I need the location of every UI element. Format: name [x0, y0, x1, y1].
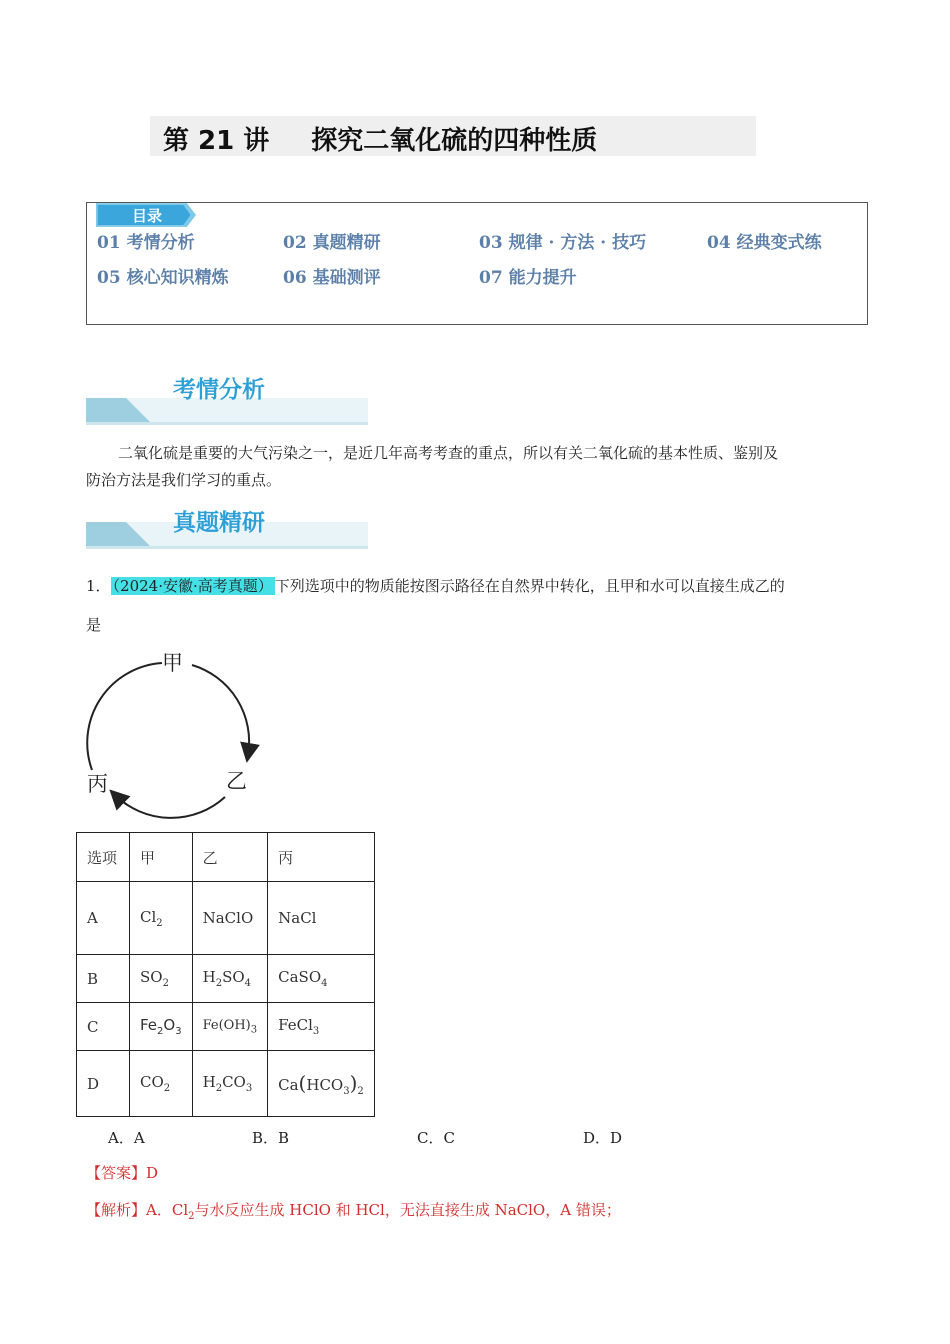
row-option: C	[77, 1003, 130, 1051]
table-row	[77, 1003, 375, 1051]
answer-label: 【答案】	[86, 1164, 147, 1182]
cycle-label-bing: 丙	[87, 772, 108, 796]
table-row	[77, 882, 375, 955]
cell-bing: $Ca(HCO_3)_2$	[268, 1051, 375, 1117]
answer-value: D	[146, 1164, 159, 1182]
arc-yi-to-bing	[115, 795, 225, 818]
cell-jia: $SO_2$	[130, 955, 193, 1003]
question-line-1	[86, 573, 876, 600]
toc-item-basic-test[interactable]: 06 基础测评	[283, 268, 381, 288]
analysis-label: 【解析】	[86, 1201, 147, 1219]
question-text: 下列选项中的物质能按图示路径在自然界中转化，且甲和水可以直接生成乙的	[274, 577, 785, 595]
header-bing: 丙	[268, 833, 375, 882]
analysis-paragraph	[86, 440, 876, 494]
cell-yi: $H_2CO_3$	[192, 1051, 268, 1117]
question-number: 1．	[86, 577, 111, 595]
toc-item-methods[interactable]: 03 规律 · 方法 · 技巧	[479, 233, 647, 253]
table-header-row	[77, 833, 375, 882]
section-title-research: 真题精研	[173, 510, 265, 536]
row-option: D	[77, 1051, 130, 1117]
cycle-label-jia: 甲	[162, 651, 183, 675]
choice-c[interactable]: C．C	[417, 1129, 455, 1147]
analysis-line-2: 防治方法是我们学习的重点。	[86, 471, 282, 489]
answer-line	[86, 1162, 158, 1183]
choice-a[interactable]: A．A	[108, 1129, 145, 1147]
row-option: A	[77, 882, 130, 955]
cell-jia: $Cl_2$	[130, 882, 193, 955]
toc-tag-label: 目录	[132, 207, 163, 225]
question-line-2: 是	[86, 616, 102, 634]
cell-bing: FeCl$_3$	[268, 1003, 375, 1051]
cell-yi: $H_2SO_4$	[192, 955, 268, 1003]
header-yi: 乙	[192, 833, 268, 882]
cycle-label-yi: 乙	[226, 769, 247, 793]
cell-yi: NaClO	[192, 882, 268, 955]
lecture-name: 探究二氧化硫的四种性质	[311, 126, 598, 156]
header-option: 选项	[77, 833, 130, 882]
header-jia: 甲	[130, 833, 193, 882]
section-title-analysis: 考情分析	[173, 377, 265, 403]
choice-b[interactable]: B．B	[252, 1129, 290, 1147]
analysis-text-line: 【解析】A．$Cl_2$与水反应生成 HClO 和 HCl，无法直接生成 NaClO，A 错误；	[86, 1201, 621, 1222]
cell-jia: $Fe_2O_3$	[130, 1003, 193, 1051]
toc-item-research[interactable]: 02 真题精研	[283, 233, 381, 253]
analysis-line-1: 二氧化硫是重要的大气污染之一，是近几年高考考查的重点，所以有关二氧化硫的基本性质、鉴别及	[118, 444, 779, 462]
cell-bing: CaSO$_4$	[268, 955, 375, 1003]
question-source-tag: （2024·安徽·高考真题）	[112, 577, 273, 595]
row-option: B	[77, 955, 130, 1003]
cell-yi: $Fe(OH)_3$	[192, 1003, 268, 1051]
analysis-body: 与水反应生成 HClO 和 HCl，无法直接生成 NaClO，A 错误；	[194, 1201, 621, 1219]
cell-bing: NaCl	[268, 882, 375, 955]
arc-jia-to-yi	[192, 665, 249, 755]
options-table	[76, 832, 375, 1117]
toc-item-core[interactable]: 05 核心知识精炼	[97, 268, 229, 288]
table-row	[77, 955, 375, 1003]
choice-d[interactable]: D．D	[583, 1129, 623, 1147]
toc-item-analysis[interactable]: 01 考情分析	[97, 233, 195, 253]
page-title	[163, 120, 597, 157]
analysis-prefix: A．Cl	[146, 1201, 189, 1219]
table-row	[77, 1051, 375, 1117]
arc-jia-to-bing	[87, 663, 162, 770]
toc-item-advanced[interactable]: 07 能力提升	[479, 268, 577, 288]
cell-jia: $CO_2$	[130, 1051, 193, 1117]
lecture-number: 第 21 讲	[163, 126, 270, 156]
toc-item-practice[interactable]: 04 经典变式练	[707, 233, 822, 253]
